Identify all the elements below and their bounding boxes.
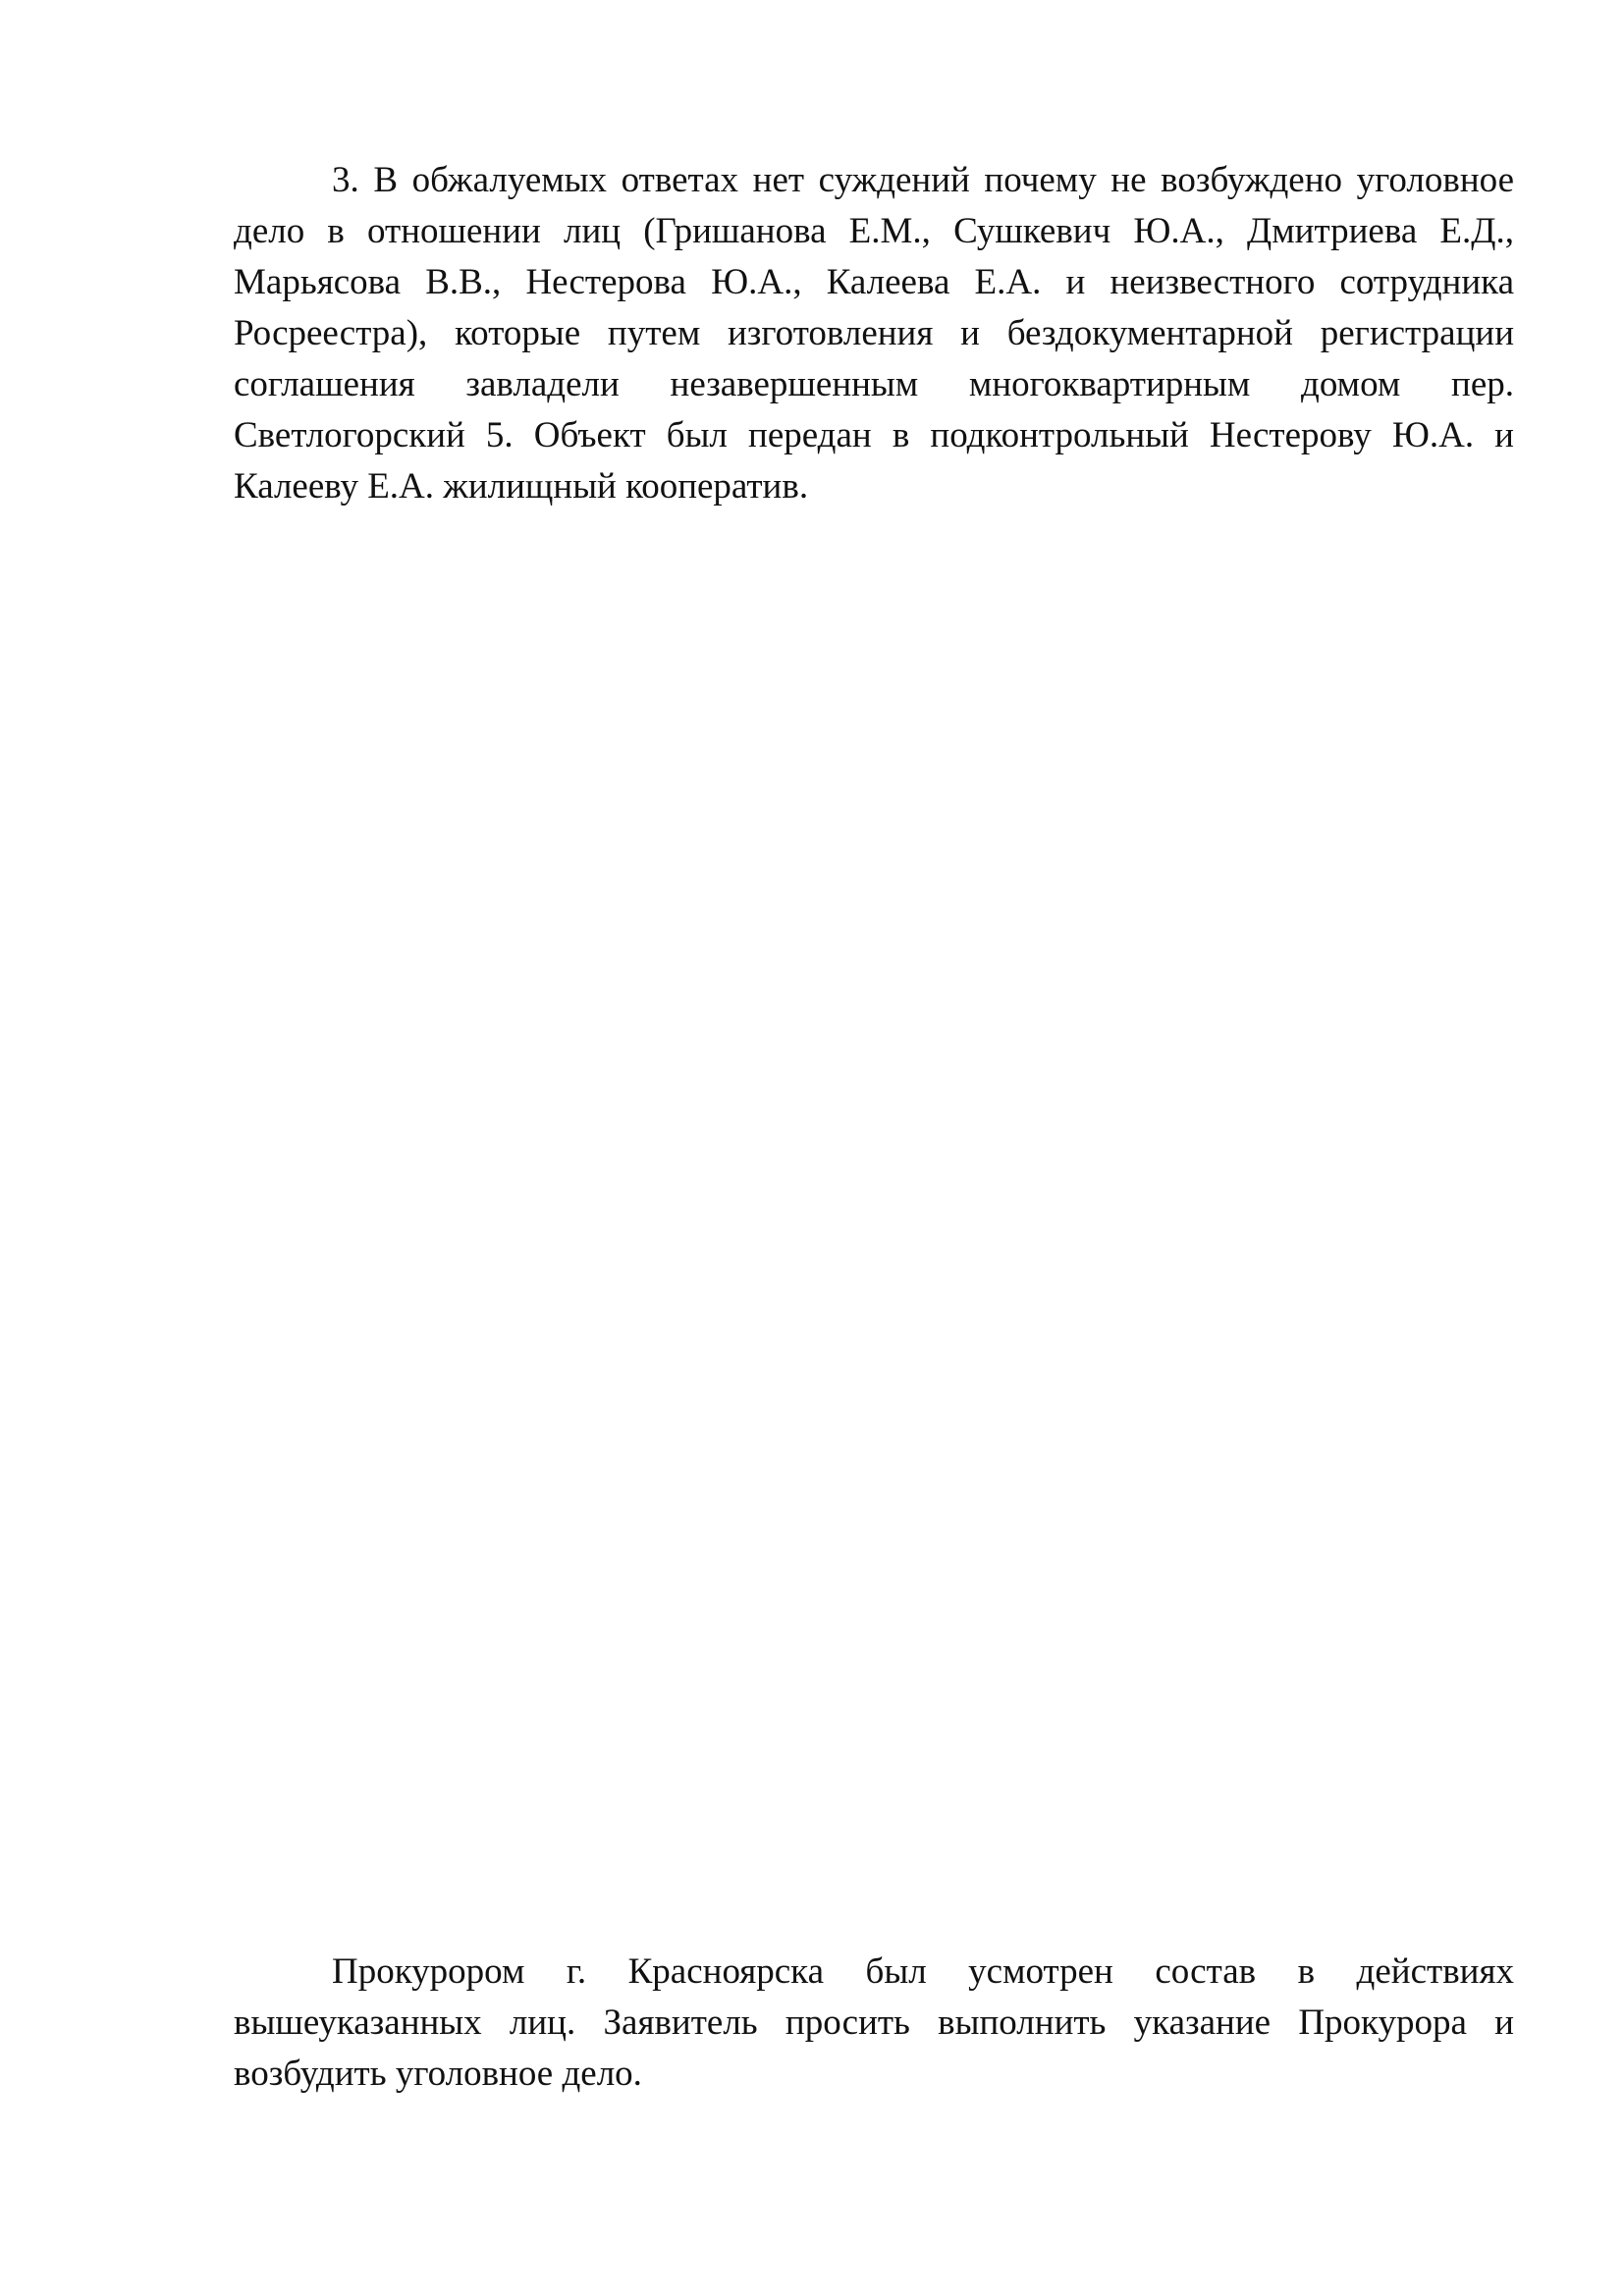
- paragraph-prosecutor-request: Прокурором г. Красноярска был усмотрен состав в действиях вышеуказанных лиц. Заявитель просить выполнить указание Прокурора и возбудить уголовное дело.: [234, 1951, 1514, 2094]
- paragraph-complaint-point-3: 3. В обжалуемых ответах нет суждений почему не возбуждено уголовное дело в отношении лиц (Гришанова Е.М., Сушкевич Ю.А., Дмитриева Е.Д., Марьясова В.В., Нестерова Ю.А., Калеева Е.А. и неизвестного сотрудника Росреестра), которые путем изготовления и бездокументарной регистрации соглашения завладели незавершенным многоквартирным домом пер. Светлогорский 5. Объект был передан в подконтрольный Нестерову Ю.А. и Калееву Е.А. жилищный кооператив.: [234, 160, 1514, 507]
